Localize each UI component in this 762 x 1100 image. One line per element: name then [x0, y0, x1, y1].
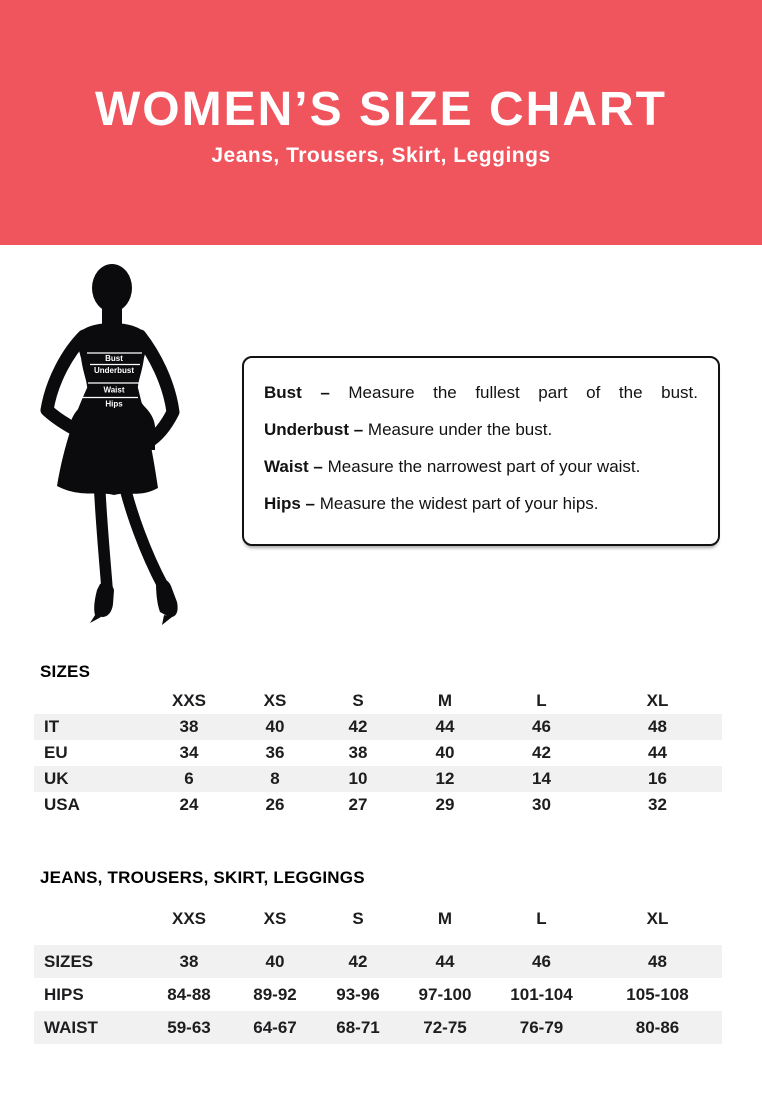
cell: 12 [400, 766, 490, 792]
cell: 38 [348, 743, 368, 762]
cell: 27 [348, 795, 368, 814]
table-header-row [34, 903, 722, 945]
cell: 59-63 [144, 1011, 234, 1044]
row-label: SIZES [34, 945, 144, 978]
cell: 42 [316, 945, 400, 978]
cell: 8 [234, 766, 316, 792]
figure-neck [102, 300, 122, 326]
cell: 46 [490, 714, 593, 740]
column-header-xs: XS [263, 909, 287, 928]
waist-label: Waist [103, 385, 125, 395]
table-header-row [34, 688, 722, 714]
column-header-m: M [437, 691, 453, 710]
cell: 44 [648, 743, 667, 762]
cell: 68-71 [316, 1011, 400, 1044]
row-label: USA [44, 795, 80, 814]
cell: 36 [265, 743, 285, 762]
underbust-desc: Measure under the bust. [367, 420, 553, 439]
row-label: IT [34, 714, 144, 740]
cell: 101-104 [510, 984, 573, 1004]
bust-label: Bust [105, 354, 123, 363]
cell: 10 [316, 766, 400, 792]
cell: 48 [593, 714, 722, 740]
table-row-uk [34, 766, 722, 792]
bust-term: Bust – [264, 383, 330, 402]
cell: 24 [179, 795, 199, 814]
page-subtitle: Jeans, Trousers, Skirt, Leggings [211, 144, 551, 167]
cell: 93-96 [336, 984, 380, 1004]
cell: 32 [648, 795, 667, 814]
cell: 6 [144, 766, 234, 792]
cell: 84-88 [167, 984, 211, 1004]
header-banner [0, 0, 762, 245]
column-header-s: S [352, 691, 364, 710]
column-header-xxs: XXS [171, 909, 207, 928]
cell: 48 [593, 945, 722, 978]
bottoms-measurements-table [34, 903, 722, 1044]
cell: 105-108 [626, 984, 689, 1004]
cell: 26 [265, 795, 285, 814]
cell: 89-92 [253, 984, 297, 1004]
waist-term: Waist – [264, 457, 323, 476]
waist-desc: Measure the narrowest part of your waist. [327, 457, 641, 476]
hips-definition [264, 493, 698, 514]
column-header-l: L [536, 691, 547, 710]
bust-definition [264, 382, 698, 403]
underbust-term: Underbust – [264, 420, 364, 439]
column-header-s: S [352, 909, 364, 928]
page-title: WOMEN’S SIZE CHART [95, 83, 667, 136]
cell: 40 [435, 743, 455, 762]
column-header [34, 903, 144, 945]
row-label: HIPS [44, 984, 84, 1004]
cell: 72-75 [400, 1011, 490, 1044]
cell: 42 [532, 743, 551, 762]
hips-desc: Measure the widest part of your hips. [319, 494, 599, 513]
table-row-it [34, 714, 722, 740]
waist-definition [264, 456, 698, 477]
column-header-xl: XL [646, 909, 669, 928]
bottoms-section-heading: JEANS, TROUSERS, SKIRT, LEGGINGS [40, 868, 365, 887]
column-header-xxs: XXS [171, 691, 207, 710]
sizes-section-heading: SIZES [40, 662, 91, 681]
table-row-eu [34, 740, 722, 766]
column-header-m: M [437, 909, 453, 928]
cell: 97-100 [418, 984, 472, 1004]
table-row-hips [34, 978, 722, 1011]
cell: 64-67 [234, 1011, 316, 1044]
cell: 29 [435, 795, 455, 814]
column-header [34, 688, 144, 714]
cell: 46 [490, 945, 593, 978]
column-header-xl: XL [646, 691, 669, 710]
cell: 44 [400, 945, 490, 978]
underbust-label: Underbust [94, 366, 134, 375]
cell: 40 [234, 945, 316, 978]
row-label: WAIST [34, 1011, 144, 1044]
table-row-sizes [34, 945, 722, 978]
cell: 76-79 [490, 1011, 593, 1044]
international-sizes-table [34, 688, 722, 818]
woman-silhouette-figure [40, 260, 185, 625]
table-row-usa [34, 792, 722, 818]
cell: 38 [144, 714, 234, 740]
row-label: EU [44, 743, 68, 762]
column-header-l: L [536, 909, 547, 928]
cell: 38 [144, 945, 234, 978]
table-row-waist [34, 1011, 722, 1044]
cell: 30 [532, 795, 551, 814]
column-header-xs: XS [263, 691, 287, 710]
hips-label: Hips [105, 399, 123, 409]
measurement-definitions-box [242, 356, 720, 546]
hips-term: Hips – [264, 494, 316, 513]
cell: 34 [179, 743, 199, 762]
cell: 40 [234, 714, 316, 740]
cell: 44 [400, 714, 490, 740]
bust-desc: Measure the fullest part of the bust. [348, 383, 698, 402]
cell: 80-86 [593, 1011, 722, 1044]
row-label: UK [34, 766, 144, 792]
underbust-definition [264, 419, 698, 440]
cell: 16 [593, 766, 722, 792]
cell: 42 [316, 714, 400, 740]
cell: 14 [490, 766, 593, 792]
